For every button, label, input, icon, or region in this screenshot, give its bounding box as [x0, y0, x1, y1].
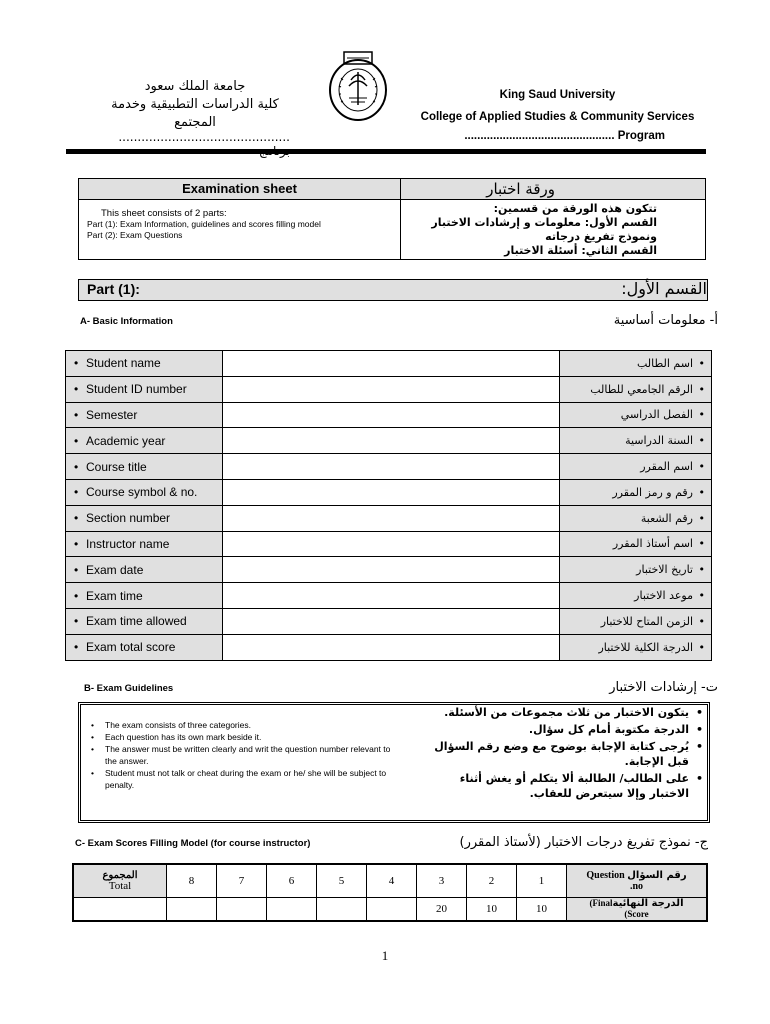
info-label-ar: •تاريخ الاختبار	[559, 557, 711, 583]
info-label-ar-text: موعد الاختبار	[634, 589, 693, 603]
basic-info-row	[66, 454, 712, 480]
header-en-program: ............................................... Program	[464, 130, 665, 142]
info-label-en-text: Exam total score	[86, 640, 176, 655]
info-label-ar: •رقم الشعبة	[559, 505, 711, 531]
info-label-ar-text: رقم و رمز المقرر	[612, 485, 693, 499]
exam-sheet-title-en: Examination sheet	[79, 179, 401, 200]
info-label-ar: •اسم أستاذ المقرر	[559, 531, 711, 557]
guideline-en-item: • The answer must be written clearly and writ the question number relevant to the answer.	[91, 743, 391, 767]
info-label-en: • Student ID number	[66, 376, 223, 402]
info-label-ar-text: اسم المقرر	[640, 460, 693, 474]
info-label-ar-text: الفصل الدراسي	[620, 408, 693, 422]
basic-info-row	[66, 531, 712, 557]
final-label-score: (Score	[624, 909, 649, 919]
info-label-en: • Semester	[66, 402, 223, 428]
info-label-ar: •الدرجة الكلية للاختبار	[559, 634, 711, 660]
question-label-ar: رقم السؤال	[627, 870, 687, 881]
final-label-en: (Final	[589, 898, 613, 908]
basic-info-row	[66, 402, 712, 428]
basic-info-title-ar: أ- معلومات أساسية	[613, 313, 718, 328]
final-label-ar: الدرجة النهائية	[612, 898, 684, 909]
question-number-cell: 8	[167, 864, 217, 898]
basic-info-row	[66, 376, 712, 402]
header-ar-line: كلية الدراسات التطبيقية وخدمة	[111, 97, 279, 112]
exam-sheet-table	[78, 178, 706, 260]
exam-sheet-ar-line: القسم الأول: معلومات و إرشادات الاختبار	[431, 216, 657, 229]
total-label-ar: المجموع	[102, 870, 138, 881]
final-score-cell[interactable]	[367, 898, 417, 922]
total-label-en: Total	[108, 880, 132, 892]
question-number-cell: 4	[367, 864, 417, 898]
info-value-field[interactable]	[223, 634, 559, 660]
info-label-ar-text: تاريخ الاختبار	[636, 563, 693, 577]
info-label-ar: •السنة الدراسية	[559, 428, 711, 454]
info-label-en: • Section number	[66, 505, 223, 531]
basic-info-row	[66, 505, 712, 531]
info-value-field[interactable]	[223, 608, 559, 634]
info-label-en: • Exam date	[66, 557, 223, 583]
part1-title-ar: القسم الأول:	[621, 279, 707, 298]
info-label-en: • Exam time allowed	[66, 608, 223, 634]
info-label-en: • Exam time	[66, 583, 223, 609]
question-number-cell: 7	[217, 864, 267, 898]
info-label-ar-text: الزمن المتاح للاختبار	[600, 614, 693, 628]
info-value-field[interactable]	[223, 376, 559, 402]
info-label-ar: •اسم المقرر	[559, 454, 711, 480]
header-divider	[66, 149, 706, 154]
guideline-ar-item: • يتكون الاختبار من ثلاث مجموعات من الأسئلة.	[433, 705, 703, 720]
info-label-en-text: Course title	[86, 459, 147, 474]
total-header	[73, 864, 167, 898]
question-number-cell: 1	[517, 864, 567, 898]
info-label-en-text: Semester	[86, 407, 138, 422]
basic-info-row	[66, 634, 712, 660]
header-ar-line: جامعة الملك سعود	[144, 79, 246, 94]
basic-info-table	[65, 350, 712, 661]
guideline-ar-item: • الدرجة مكتوبة أمام كل سؤال.	[433, 722, 703, 737]
info-label-ar-text: رقم الشعبة	[640, 511, 693, 525]
info-label-en: • Course symbol & no.	[66, 479, 223, 505]
info-value-field[interactable]	[223, 454, 559, 480]
page-number: 1	[381, 948, 389, 963]
final-score-cell[interactable]	[267, 898, 317, 922]
basic-info-title-en: A- Basic Information	[80, 316, 173, 327]
exam-sheet-title-ar: ورقة اختبار	[401, 179, 706, 200]
basic-info-row	[66, 479, 712, 505]
basic-info-row	[66, 428, 712, 454]
question-number-cell: 5	[317, 864, 367, 898]
question-number-cell: 2	[467, 864, 517, 898]
info-label-en-text: Course symbol & no.	[86, 485, 198, 500]
info-value-field[interactable]	[223, 479, 559, 505]
final-score-cell[interactable]: 10	[517, 898, 567, 922]
exam-sheet-en-line: This sheet consists of 2 parts:	[101, 208, 227, 219]
basic-info-row	[66, 583, 712, 609]
question-number-cell: 3	[417, 864, 467, 898]
info-label-en-text: Exam time	[86, 588, 143, 603]
basic-info-row	[66, 557, 712, 583]
info-value-field[interactable]	[223, 351, 559, 377]
info-label-ar-text: اسم الطالب	[636, 356, 693, 370]
info-label-ar: •موعد الاختبار	[559, 583, 711, 609]
info-value-field[interactable]	[223, 402, 559, 428]
info-label-ar: •الرقم الجامعي للطالب	[559, 376, 711, 402]
header-arabic	[90, 78, 300, 132]
exam-sheet-description-en	[79, 200, 401, 260]
info-label-ar-text: الدرجة الكلية للاختبار	[598, 640, 693, 654]
header-ar-program: .............................................	[118, 130, 290, 144]
guideline-ar-item: • على الطالب/ الطالبة ألا يتكلم أو يغش أثناء الاختبار وإلا سيتعرض للعقاب.	[433, 771, 703, 801]
final-score-cell[interactable]	[217, 898, 267, 922]
guideline-ar-item: • يُرجى كتابة الإجابة بوضوح مع وضع رقم السؤال قبل الإجابة.	[433, 739, 703, 769]
guidelines-title-en: B- Exam Guidelines	[84, 683, 174, 694]
info-label-en-text: Academic year	[86, 433, 166, 448]
question-label-no: .no	[629, 881, 644, 892]
part1-title-en: Part (1):	[87, 281, 140, 297]
info-label-en-text: Instructor name	[86, 536, 170, 551]
info-label-ar: •الزمن المتاح للاختبار	[559, 608, 711, 634]
guideline-en-item: • The exam consists of three categories.	[91, 719, 391, 731]
info-label-en: • Course title	[66, 454, 223, 480]
info-value-field[interactable]	[223, 531, 559, 557]
exam-sheet-ar-line: ونموذج تفريغ درجاته	[545, 230, 657, 243]
info-label-en: • Academic year	[66, 428, 223, 454]
college-name: College of Applied Studies & Community Services	[420, 111, 695, 123]
final-score-header	[567, 898, 708, 922]
exam-sheet-en-line: Part (1): Exam Information, guidelines and scores filling model	[87, 219, 321, 229]
scores-title-ar: ج- نموذج تفريغ درجات الاختبار (لأستاذ المقرر)	[459, 835, 708, 850]
guideline-en-item: • Each question has its own mark beside it.	[91, 731, 391, 743]
guidelines-ar-list	[433, 705, 703, 803]
info-label-en-text: Exam date	[86, 562, 144, 577]
final-score-cell[interactable]	[317, 898, 367, 922]
university-logo	[327, 50, 389, 126]
exam-sheet-ar-line: تتكون هذه الورقة من قسمين:	[493, 202, 657, 215]
info-value-field[interactable]	[223, 557, 559, 583]
question-number-cell: 6	[267, 864, 317, 898]
guideline-en-item: • Student must not talk or cheat during the exam or he/ she will be subject to penalty.	[91, 767, 391, 791]
info-label-en: • Student name	[66, 351, 223, 377]
scores-title-en: C- Exam Scores Filling Model (for course instructor)	[75, 838, 311, 849]
info-value-field[interactable]	[223, 583, 559, 609]
question-label-en: Question	[586, 870, 625, 881]
info-label-en: • Instructor name	[66, 531, 223, 557]
info-label-ar-text: الرقم الجامعي للطالب	[590, 382, 693, 396]
info-label-en-text: Exam time allowed	[86, 614, 187, 629]
guidelines-title-ar: ت- إرشادات الاختبار	[609, 680, 718, 695]
exam-sheet-en-line: Part (2): Exam Questions	[87, 230, 183, 240]
basic-info-row	[66, 351, 712, 377]
question-no-header	[567, 864, 708, 898]
guidelines-en-list	[91, 719, 391, 791]
header-ar-line: المجتمع	[174, 115, 216, 130]
info-label-ar-text: السنة الدراسية	[625, 434, 693, 448]
exam-sheet-ar-line: القسم الثاني: أسئلة الاختبار	[504, 244, 657, 257]
final-score-cell[interactable]: 20	[417, 898, 467, 922]
basic-info-row	[66, 608, 712, 634]
scores-table	[72, 863, 708, 922]
info-label-ar: •رقم و رمز المقرر	[559, 479, 711, 505]
final-score-cell[interactable]: 10	[467, 898, 517, 922]
info-label-en-text: Section number	[86, 511, 171, 526]
info-value-field[interactable]	[223, 505, 559, 531]
final-score-cell[interactable]	[167, 898, 217, 922]
part1-header	[78, 279, 708, 301]
total-score-cell[interactable]	[73, 898, 167, 922]
guidelines-box	[78, 702, 710, 823]
info-label-en: • Exam total score	[66, 634, 223, 660]
info-label-ar: •الفصل الدراسي	[559, 402, 711, 428]
info-label-en-text: Student ID number	[86, 382, 187, 397]
header-english	[415, 84, 700, 128]
info-value-field[interactable]	[223, 428, 559, 454]
exam-sheet-description-ar	[401, 200, 706, 260]
university-name: King Saud University	[499, 89, 616, 101]
info-label-ar: •اسم الطالب	[559, 351, 711, 377]
info-label-ar-text: اسم أستاذ المقرر	[612, 537, 693, 551]
info-label-en-text: Student name	[86, 356, 161, 371]
